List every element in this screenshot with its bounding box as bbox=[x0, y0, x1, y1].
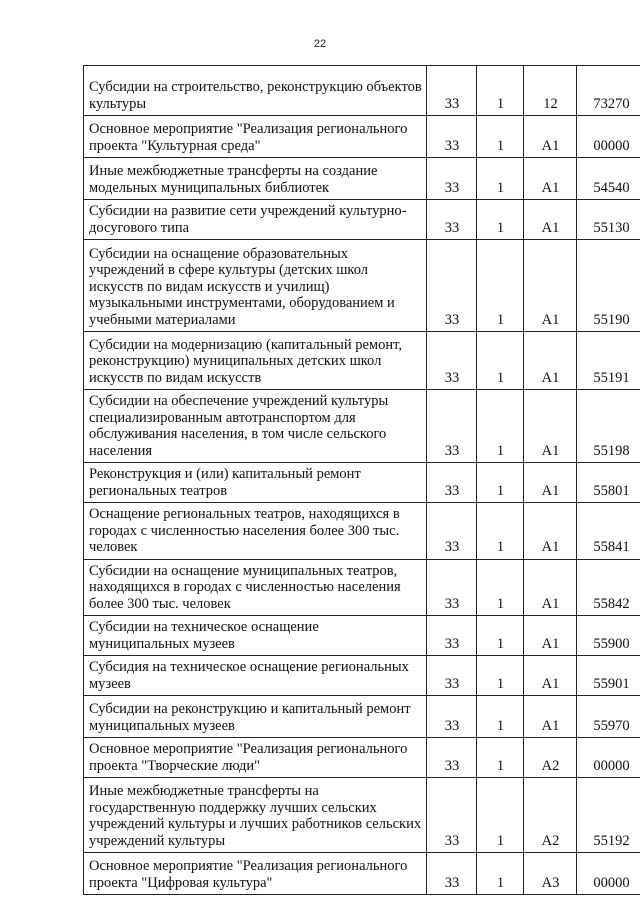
table-row bbox=[84, 200, 640, 240]
row-name-cell: Иные межбюджетные трансферты на государственную поддержку лучших сельских учреждений культуры и лучших работников сельских учреждений культуры bbox=[84, 778, 427, 853]
program-code-cell: 33 bbox=[427, 656, 477, 696]
subprogram-code-cell: 1 bbox=[477, 66, 524, 116]
event-code-cell: 12 bbox=[524, 66, 577, 116]
row-name-cell: Иные межбюджетные трансферты на создание модельных муниципальных библиотек bbox=[84, 158, 427, 200]
event-code-cell: А1 bbox=[524, 616, 577, 656]
event-code-cell: А1 bbox=[524, 559, 577, 616]
table-row bbox=[84, 656, 640, 696]
direction-code-cell: 55130 bbox=[577, 200, 640, 240]
subprogram-code-cell: 1 bbox=[477, 332, 524, 390]
subprogram-code-cell: 1 bbox=[477, 778, 524, 853]
direction-code-cell: 00000 bbox=[577, 116, 640, 158]
direction-code-cell: 73270 bbox=[577, 66, 640, 116]
direction-code-cell: 55970 bbox=[577, 696, 640, 738]
program-code-cell: 33 bbox=[427, 66, 477, 116]
row-name-cell: Субсидии на реконструкцию и капитальный ремонт муниципальных музеев bbox=[84, 696, 427, 738]
event-code-cell: А1 bbox=[524, 463, 577, 503]
subprogram-code-cell: 1 bbox=[477, 616, 524, 656]
row-name-cell: Субсидии на строительство, реконструкцию объектов культуры bbox=[84, 66, 427, 116]
direction-code-cell: 55190 bbox=[577, 240, 640, 332]
row-name-cell: Основное мероприятие "Реализация регионального проекта "Культурная среда" bbox=[84, 116, 427, 158]
row-name-cell: Субсидии на обеспечение учреждений культуры специализированным автотранспортом для обслуживания населения, в том числе сельского населения bbox=[84, 390, 427, 463]
direction-code-cell: 55842 bbox=[577, 559, 640, 616]
row-name-cell: Субсидии на оснащение образовательных учреждений в сфере культуры (детских школ искусств по видам искусств и училищ) музыкальными инструментами, оборудованием и учебными материалами bbox=[84, 240, 427, 332]
row-name-cell: Основное мероприятие "Реализация регионального проекта "Цифровая культура" bbox=[84, 853, 427, 895]
subprogram-code-cell: 1 bbox=[477, 559, 524, 616]
table-row bbox=[84, 158, 640, 200]
direction-code-cell: 54540 bbox=[577, 158, 640, 200]
subprogram-code-cell: 1 bbox=[477, 116, 524, 158]
subprogram-code-cell: 1 bbox=[477, 656, 524, 696]
row-name-cell: Основное мероприятие "Реализация регионального проекта "Творческие люди" bbox=[84, 738, 427, 778]
row-name-cell: Субсидии на модернизацию (капитальный ремонт, реконструкцию) муниципальных детских школ искусств по видам искусств bbox=[84, 332, 427, 390]
budget-classification-table bbox=[83, 65, 640, 895]
program-code-cell: 33 bbox=[427, 616, 477, 656]
row-name-cell: Субсидии на развитие сети учреждений культурно-досугового типа bbox=[84, 200, 427, 240]
program-code-cell: 33 bbox=[427, 559, 477, 616]
direction-code-cell: 55192 bbox=[577, 778, 640, 853]
row-name-cell: Оснащение региональных театров, находящихся в городах с численностью населения более 300 тыс. человек bbox=[84, 503, 427, 560]
table-row bbox=[84, 503, 640, 560]
event-code-cell: А1 bbox=[524, 390, 577, 463]
subprogram-code-cell: 1 bbox=[477, 390, 524, 463]
subprogram-code-cell: 1 bbox=[477, 158, 524, 200]
program-code-cell: 33 bbox=[427, 778, 477, 853]
table-row bbox=[84, 696, 640, 738]
event-code-cell: А1 bbox=[524, 158, 577, 200]
table-row bbox=[84, 559, 640, 616]
direction-code-cell: 55841 bbox=[577, 503, 640, 560]
subprogram-code-cell: 1 bbox=[477, 200, 524, 240]
program-code-cell: 33 bbox=[427, 240, 477, 332]
direction-code-cell: 55191 bbox=[577, 332, 640, 390]
row-name-cell: Реконструкция и (или) капитальный ремонт региональных театров bbox=[84, 463, 427, 503]
event-code-cell: А1 bbox=[524, 656, 577, 696]
event-code-cell: А1 bbox=[524, 240, 577, 332]
subprogram-code-cell: 1 bbox=[477, 696, 524, 738]
subprogram-code-cell: 1 bbox=[477, 738, 524, 778]
direction-code-cell: 00000 bbox=[577, 738, 640, 778]
subprogram-code-cell: 1 bbox=[477, 463, 524, 503]
event-code-cell: А3 bbox=[524, 853, 577, 895]
row-name-cell: Субсидии на техническое оснащение муниципальных музеев bbox=[84, 616, 427, 656]
subprogram-code-cell: 1 bbox=[477, 503, 524, 560]
table-row bbox=[84, 463, 640, 503]
program-code-cell: 33 bbox=[427, 158, 477, 200]
program-code-cell: 33 bbox=[427, 332, 477, 390]
row-name-cell: Субсидия на техническое оснащение региональных музеев bbox=[84, 656, 427, 696]
direction-code-cell: 55198 bbox=[577, 390, 640, 463]
program-code-cell: 33 bbox=[427, 503, 477, 560]
table-row bbox=[84, 616, 640, 656]
event-code-cell: А1 bbox=[524, 332, 577, 390]
page-number: 22 bbox=[313, 38, 327, 50]
table-row bbox=[84, 332, 640, 390]
table-row bbox=[84, 116, 640, 158]
table-row bbox=[84, 738, 640, 778]
direction-code-cell: 00000 bbox=[577, 853, 640, 895]
program-code-cell: 33 bbox=[427, 390, 477, 463]
table-row bbox=[84, 390, 640, 463]
program-code-cell: 33 bbox=[427, 116, 477, 158]
event-code-cell: А1 bbox=[524, 696, 577, 738]
event-code-cell: А2 bbox=[524, 778, 577, 853]
direction-code-cell: 55900 bbox=[577, 616, 640, 656]
event-code-cell: А2 bbox=[524, 738, 577, 778]
program-code-cell: 33 bbox=[427, 853, 477, 895]
program-code-cell: 33 bbox=[427, 738, 477, 778]
table-row bbox=[84, 240, 640, 332]
table-row bbox=[84, 853, 640, 895]
direction-code-cell: 55901 bbox=[577, 656, 640, 696]
table-row bbox=[84, 66, 640, 116]
subprogram-code-cell: 1 bbox=[477, 853, 524, 895]
event-code-cell: А1 bbox=[524, 503, 577, 560]
program-code-cell: 33 bbox=[427, 696, 477, 738]
subprogram-code-cell: 1 bbox=[477, 240, 524, 332]
event-code-cell: А1 bbox=[524, 200, 577, 240]
table-row bbox=[84, 778, 640, 853]
row-name-cell: Субсидии на оснащение муниципальных театров, находящихся в городах с численностью населения более 300 тыс. человек bbox=[84, 559, 427, 616]
event-code-cell: А1 bbox=[524, 116, 577, 158]
program-code-cell: 33 bbox=[427, 200, 477, 240]
direction-code-cell: 55801 bbox=[577, 463, 640, 503]
program-code-cell: 33 bbox=[427, 463, 477, 503]
